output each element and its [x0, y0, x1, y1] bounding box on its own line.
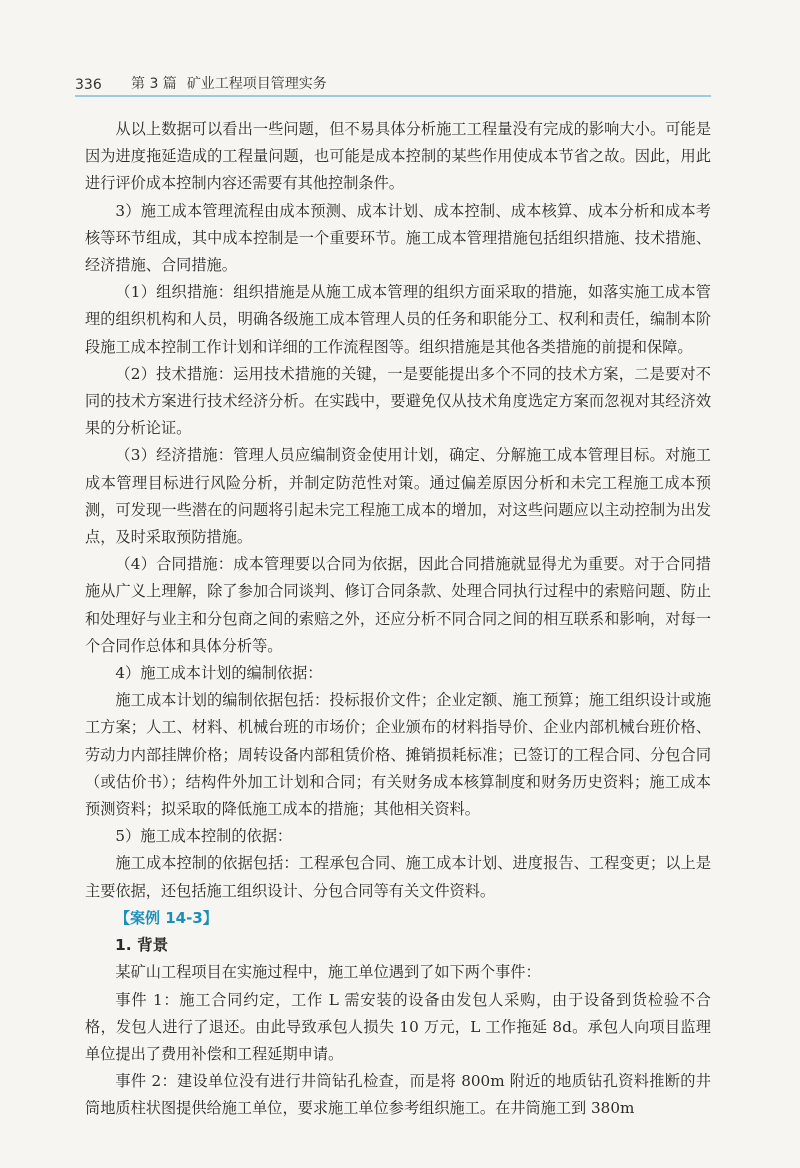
paragraph-10: 施工成本控制的依据包括：工程承包合同、施工成本计划、进度报告、工程变更；以上是主要依据，还包括施工组织设计、分包合同等有关文件资料。	[85, 854, 711, 900]
page-number: 336	[75, 77, 102, 93]
case-heading: 【案例 14-3】	[115, 908, 218, 927]
background-heading: 1. 背景	[115, 936, 169, 955]
paragraph-11: 某矿山工程项目在实施过程中，施工单位遇到了如下两个事件：	[115, 963, 541, 982]
paragraph-13: 事件 2：建设单位没有进行井筒钻孔检查，而是将 800m 附近的地质钻孔资料推断的井筒地质柱状图提供给施工单位，要求施工单位参考组织施工。在井筒施工到 380m	[85, 1072, 711, 1118]
paragraph-7: 4）施工成本计划的编制依据：	[115, 664, 323, 683]
paragraph-6: （4）合同措施：成本管理要以合同为依据，因此合同措施就显得尤为重要。对于合同措施从广义上理解，除了参加合同谈判、修订合同条款、处理合同执行过程中的索赔问题、防止和处理好与业主和分包商之间的索赔之外，还应分析不同合同之间的相互联系和影响，对每一个合同作总体和具体分析等。	[85, 555, 711, 655]
paragraph-4: （2）技术措施：运用技术措施的关键，一是要能提出多个不同的技术方案，二是要对不同的技术方案进行技术经济分析。在实践中，要避免仅从技术角度选定方案而忽视对其经济效果的分析论证。	[85, 364, 711, 438]
paragraph-5: （3）经济措施：管理人员应编制资金使用计划，确定、分解施工成本管理目标。对施工成本管理目标进行风险分析，并制定防范性对策。通过偏差原因分析和未完工程施工成本预测，可发现一些潜在的问题将引起未完工程施工成本的增加，对这些问题应以主动控制为出发点，及时采取预防措施。	[85, 446, 711, 547]
paragraph-2: 3）施工成本管理流程由成本预测、成本计划、成本控制、成本核算、成本分析和成本考核等环节组成，其中成本控制是一个重要环节。施工成本管理措施包括组织措施、技术措施、经济措施、合同措施。	[85, 201, 711, 275]
paragraph-8: 施工成本计划的编制依据包括：投标报价文件；企业定额、施工预算；施工组织设计或施工方案；人工、材料、机械台班的市场价；企业颁布的材料指导价、企业内部机械台班价格、劳动力内部挂牌价格；周转设备内部租赁价格、摊销损耗标准；已签订的工程合同、分包合同（或估价书）；结构件外加工计划和合同；有关财务成本核算制度和财务历史资料；施工成本预测资料；拟采取的降低施工成本的措施；其他相关资料。	[85, 691, 711, 819]
page-header	[75, 67, 711, 93]
paragraph-3: （1）组织措施：组织措施是从施工成本管理的组织方面采取的措施，如落实施工成本管理的组织机构和人员，明确各级施工成本管理人员的任务和职能分工、权利和责任，编制本阶段施工成本控制工作计划和详细的工作流程图等。组织措施是其他各类措施的前提和保障。	[85, 283, 711, 356]
paragraph-9: 5）施工成本控制的依据：	[115, 827, 293, 846]
paragraph-1: 从以上数据可以看出一些问题，但不易具体分析施工工程量没有完成的影响大小。可能是因为进度拖延造成的工程量问题，也可能是成本控制的某些作用使成本节省之故。因此，用此进行评价成本控制内容还需要有其他控制条件。	[85, 120, 711, 193]
header-divider	[75, 95, 711, 97]
page-body	[85, 116, 711, 1123]
paragraph-12: 事件 1：施工合同约定，工作 L 需安装的设备由发包人采购，由于设备到货检验不合格，发包人进行了退还。由此导致承包人损失 10 万元，L 工作拖延 8d。承包人向项目监理单位提出了费用补偿和工程延期申请。	[85, 990, 711, 1063]
book-section-title: 矿业工程项目管理实务	[186, 76, 327, 92]
part-label: 第 3 篇	[131, 76, 177, 92]
